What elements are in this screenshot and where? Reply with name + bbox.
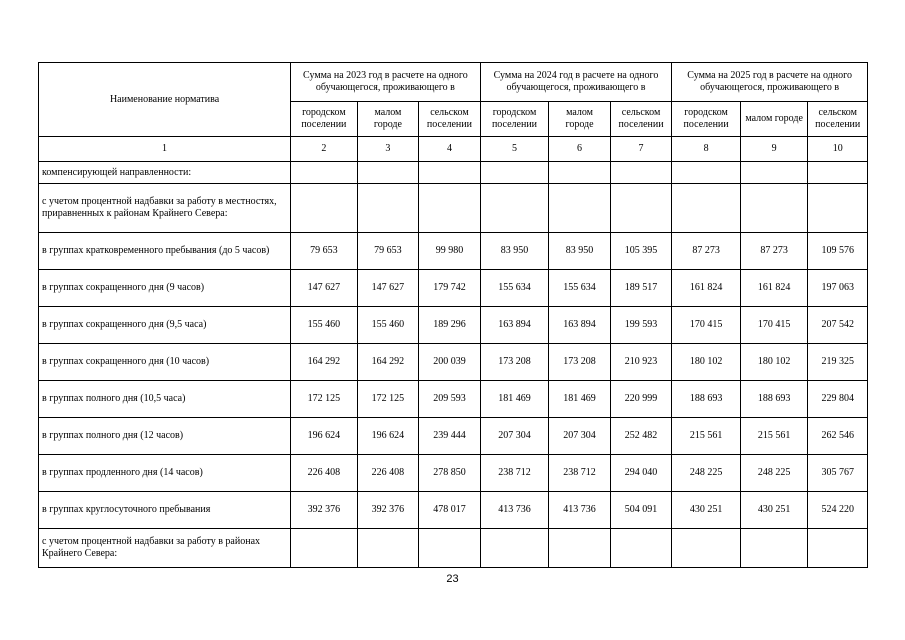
table-row [39, 492, 868, 529]
value-cell: 219 325 [808, 344, 868, 381]
value-cell: 164 292 [291, 344, 358, 381]
value-cell: 392 376 [291, 492, 358, 529]
table-row [39, 184, 868, 233]
value-cell: 155 634 [549, 270, 611, 307]
value-cell: 189 517 [610, 270, 672, 307]
value-cell: 252 482 [610, 418, 672, 455]
column-index: 3 [357, 137, 419, 162]
value-cell [357, 529, 419, 568]
column-index: 9 [740, 137, 808, 162]
value-cell: 524 220 [808, 492, 868, 529]
value-cell: 413 736 [549, 492, 611, 529]
value-cell: 199 593 [610, 307, 672, 344]
row-name: компенсирующей направленности: [39, 162, 291, 184]
value-cell: 215 561 [740, 418, 808, 455]
row-name: в группах полного дня (10,5 часа) [39, 381, 291, 418]
value-cell [419, 184, 481, 233]
value-cell: 278 850 [419, 455, 481, 492]
value-cell: 172 125 [291, 381, 358, 418]
value-cell: 238 712 [480, 455, 549, 492]
value-cell: 164 292 [357, 344, 419, 381]
column-index: 7 [610, 137, 672, 162]
value-cell: 226 408 [357, 455, 419, 492]
row-name: в группах кратковременного пребывания (до 5 часов) [39, 233, 291, 270]
value-cell [419, 529, 481, 568]
value-cell: 79 653 [357, 233, 419, 270]
value-cell: 173 208 [480, 344, 549, 381]
value-cell [808, 184, 868, 233]
value-cell: 207 304 [549, 418, 611, 455]
value-cell [808, 529, 868, 568]
value-cell: 155 460 [357, 307, 419, 344]
value-cell: 207 542 [808, 307, 868, 344]
subheader-urban: городском поселении [672, 102, 741, 137]
value-cell [480, 529, 549, 568]
value-cell: 172 125 [357, 381, 419, 418]
column-index: 1 [39, 137, 291, 162]
subheader-small-town: малом городе [357, 102, 419, 137]
value-cell: 188 693 [740, 381, 808, 418]
value-cell: 248 225 [740, 455, 808, 492]
row-name: с учетом процентной надбавки за работу в районах Крайнего Севера: [39, 529, 291, 568]
value-cell: 238 712 [549, 455, 611, 492]
subheader-small-town: малом городе [740, 102, 808, 137]
row-name: в группах полного дня (12 часов) [39, 418, 291, 455]
value-cell [480, 162, 549, 184]
subheader-rural: сельском поселении [808, 102, 868, 137]
value-cell: 430 251 [740, 492, 808, 529]
table-row [39, 307, 868, 344]
value-cell: 87 273 [740, 233, 808, 270]
value-cell: 189 296 [419, 307, 481, 344]
value-cell: 294 040 [610, 455, 672, 492]
value-cell: 147 627 [291, 270, 358, 307]
row-name: в группах круглосуточного пребывания [39, 492, 291, 529]
value-cell: 188 693 [672, 381, 741, 418]
value-cell [610, 184, 672, 233]
table-row [39, 162, 868, 184]
value-cell: 215 561 [672, 418, 741, 455]
value-cell: 179 742 [419, 270, 481, 307]
column-index: 4 [419, 137, 481, 162]
table-row [39, 233, 868, 270]
value-cell: 430 251 [672, 492, 741, 529]
value-cell: 161 824 [672, 270, 741, 307]
row-name: в группах сокращенного дня (9 часов) [39, 270, 291, 307]
table-row [39, 418, 868, 455]
value-cell: 170 415 [672, 307, 741, 344]
row-name: в группах продленного дня (14 часов) [39, 455, 291, 492]
value-cell: 226 408 [291, 455, 358, 492]
value-cell: 147 627 [357, 270, 419, 307]
value-cell: 105 395 [610, 233, 672, 270]
value-cell: 83 950 [549, 233, 611, 270]
value-cell [291, 184, 358, 233]
value-cell: 196 624 [357, 418, 419, 455]
value-cell [291, 529, 358, 568]
value-cell: 163 894 [480, 307, 549, 344]
value-cell: 207 304 [480, 418, 549, 455]
table-row [39, 270, 868, 307]
value-cell: 478 017 [419, 492, 481, 529]
value-cell [740, 162, 808, 184]
page-number: 23 [446, 573, 459, 585]
value-cell: 196 624 [291, 418, 358, 455]
header-group-2025: Сумма на 2025 год в расчете на одного обучающегося, проживающего в [672, 63, 868, 102]
table-row [39, 529, 868, 568]
value-cell [610, 162, 672, 184]
column-index: 5 [480, 137, 549, 162]
value-cell: 99 980 [419, 233, 481, 270]
value-cell: 210 923 [610, 344, 672, 381]
value-cell [357, 162, 419, 184]
value-cell: 220 999 [610, 381, 672, 418]
subheader-urban: городском поселении [480, 102, 549, 137]
value-cell: 180 102 [740, 344, 808, 381]
value-cell: 180 102 [672, 344, 741, 381]
subheader-rural: сельском поселении [419, 102, 481, 137]
value-cell: 83 950 [480, 233, 549, 270]
norms-table [38, 62, 868, 568]
value-cell [549, 529, 611, 568]
header-group-2023: Сумма на 2023 год в расчете на одного обучающегося, проживающего в [291, 63, 481, 102]
value-cell: 305 767 [808, 455, 868, 492]
value-cell: 262 546 [808, 418, 868, 455]
value-cell: 155 634 [480, 270, 549, 307]
value-cell: 181 469 [549, 381, 611, 418]
value-cell: 392 376 [357, 492, 419, 529]
value-cell [808, 162, 868, 184]
value-cell: 197 063 [808, 270, 868, 307]
column-index: 6 [549, 137, 611, 162]
value-cell [419, 162, 481, 184]
value-cell: 229 804 [808, 381, 868, 418]
value-cell [610, 529, 672, 568]
value-cell: 413 736 [480, 492, 549, 529]
column-index: 2 [291, 137, 358, 162]
value-cell [672, 184, 741, 233]
table-row [39, 455, 868, 492]
value-cell [672, 162, 741, 184]
value-cell: 170 415 [740, 307, 808, 344]
subheader-small-town: малом городе [549, 102, 611, 137]
value-cell [357, 184, 419, 233]
subheader-urban: городском поселении [291, 102, 358, 137]
column-index: 8 [672, 137, 741, 162]
value-cell [291, 162, 358, 184]
value-cell: 239 444 [419, 418, 481, 455]
value-cell [740, 184, 808, 233]
value-cell: 248 225 [672, 455, 741, 492]
table-row [39, 344, 868, 381]
value-cell: 200 039 [419, 344, 481, 381]
row-name: с учетом процентной надбавки за работу в местностях, приравненных к районам Крайнего Севера: [39, 184, 291, 233]
value-cell: 155 460 [291, 307, 358, 344]
subheader-rural: сельском поселении [610, 102, 672, 137]
header-name-column: Наименование норматива [39, 63, 291, 137]
value-cell: 161 824 [740, 270, 808, 307]
value-cell: 163 894 [549, 307, 611, 344]
value-cell [740, 529, 808, 568]
table-row [39, 381, 868, 418]
value-cell [549, 184, 611, 233]
value-cell: 87 273 [672, 233, 741, 270]
value-cell: 504 091 [610, 492, 672, 529]
value-cell: 181 469 [480, 381, 549, 418]
value-cell [672, 529, 741, 568]
column-index: 10 [808, 137, 868, 162]
value-cell [480, 184, 549, 233]
value-cell: 109 576 [808, 233, 868, 270]
header-group-2024: Сумма на 2024 год в расчете на одного обучающегося, проживающего в [480, 63, 672, 102]
value-cell: 79 653 [291, 233, 358, 270]
value-cell: 173 208 [549, 344, 611, 381]
row-name: в группах сокращенного дня (10 часов) [39, 344, 291, 381]
value-cell: 209 593 [419, 381, 481, 418]
value-cell [549, 162, 611, 184]
row-name: в группах сокращенного дня (9,5 часа) [39, 307, 291, 344]
